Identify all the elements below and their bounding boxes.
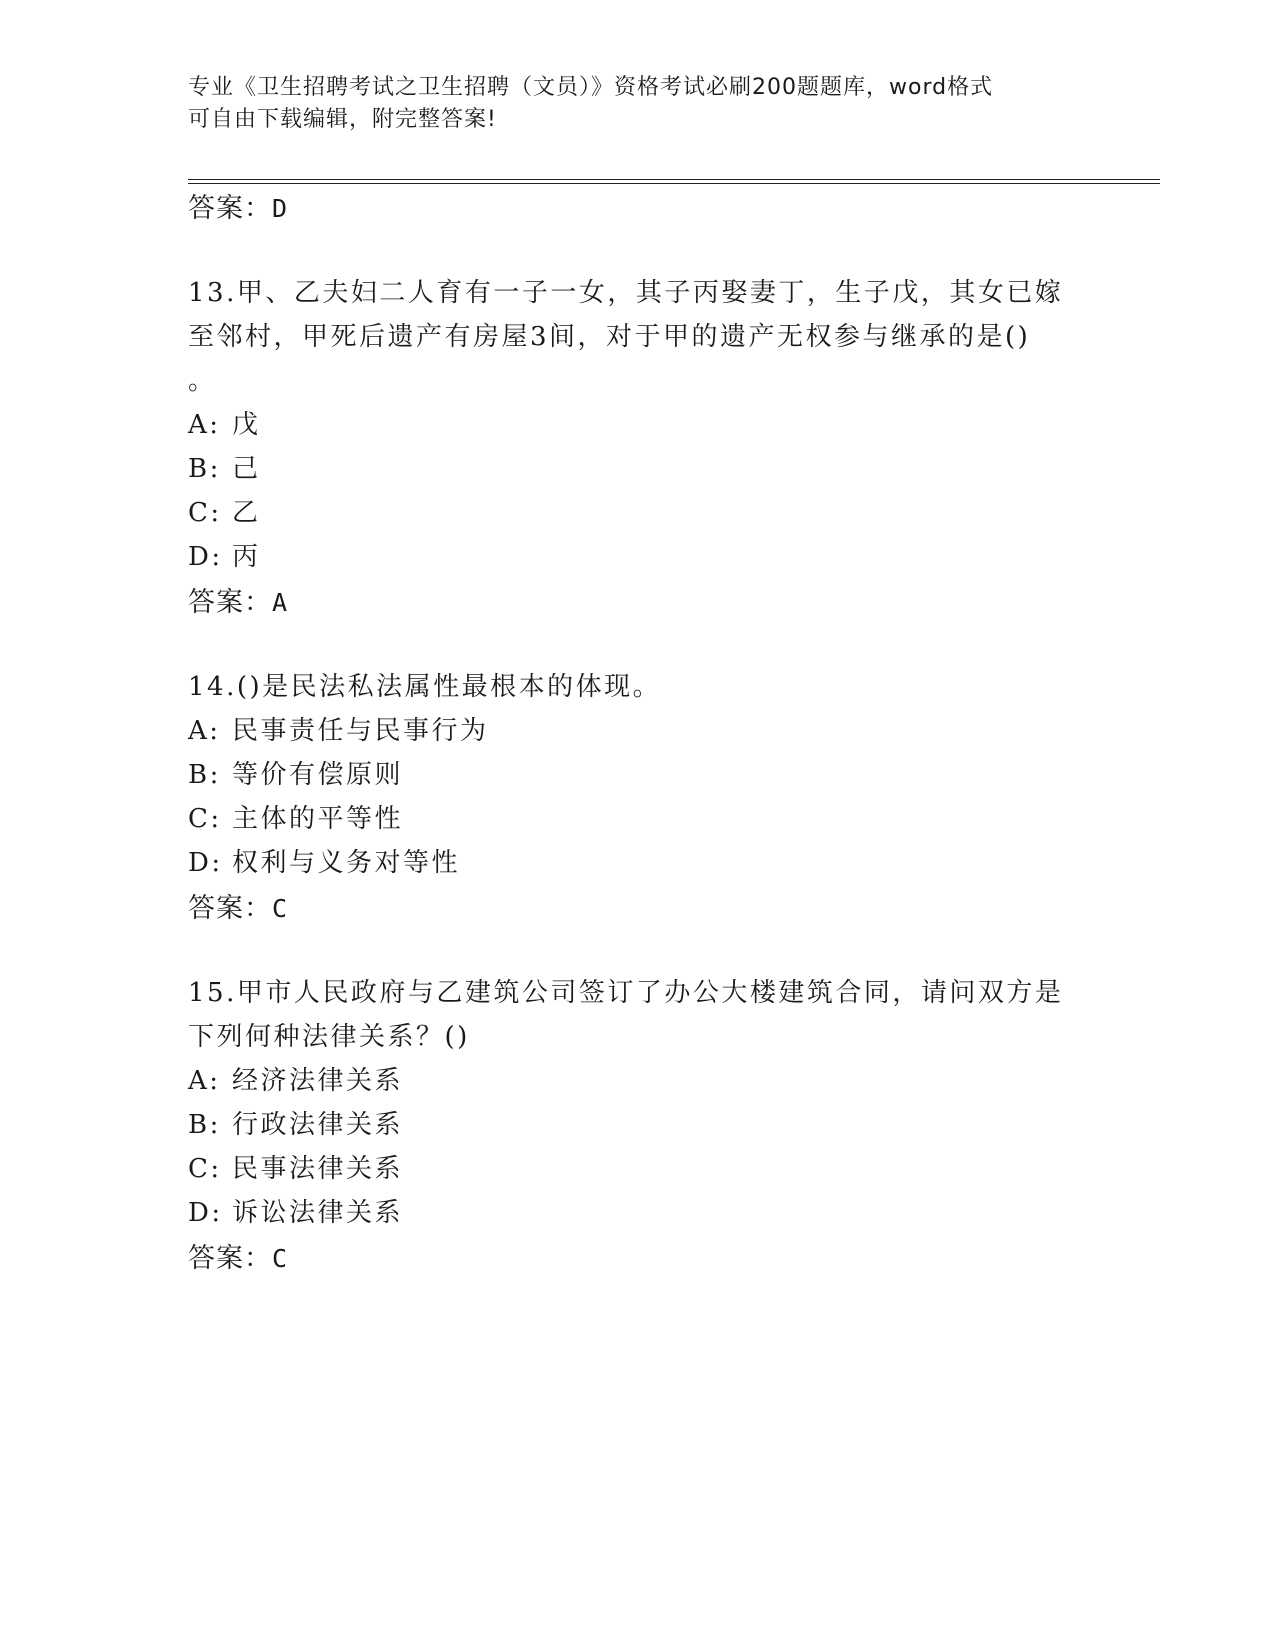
- question-15-option-a: [188, 1060, 403, 1097]
- question-15-option-b: [188, 1104, 403, 1141]
- header-divider-top: [188, 179, 1160, 180]
- option-text: 权利与义务对等性: [232, 848, 461, 878]
- answer-label: 答案：: [188, 1243, 272, 1274]
- answer-label: 答案：: [188, 587, 272, 618]
- question-13-line-1: 13.甲、乙夫妇二人育有一子一女，其子丙娶妻丁，生子戊，其女已嫁: [188, 278, 1064, 308]
- option-text: 民事法律关系: [232, 1154, 404, 1184]
- option-text: 行政法律关系: [232, 1110, 404, 1140]
- question-15-answer: [188, 1236, 288, 1275]
- header-line-1: 专业《卫生招聘考试之卫生招聘（文员）》资格考试必刷200题题库，word格式: [188, 75, 994, 100]
- option-text: 等价有偿原则: [232, 760, 404, 790]
- option-text: 己: [232, 454, 261, 484]
- option-letter: A:: [188, 1066, 221, 1096]
- option-text: 乙: [232, 498, 261, 528]
- answer-value: C: [272, 1244, 289, 1273]
- option-text: 丙: [232, 542, 261, 572]
- answer-label: 答案：: [188, 893, 272, 924]
- option-letter: B:: [188, 1110, 221, 1140]
- option-letter: A:: [188, 410, 221, 440]
- option-text: 诉讼法律关系: [232, 1198, 404, 1228]
- question-13-option-a: [188, 404, 261, 441]
- option-letter: C:: [188, 804, 222, 834]
- question-15-option-c: [188, 1148, 403, 1185]
- question-14-option-c: [188, 798, 403, 835]
- option-letter: D:: [188, 542, 223, 572]
- question-14-answer: [188, 886, 288, 925]
- option-letter: C:: [188, 1154, 222, 1184]
- question-13-option-b: [188, 448, 261, 485]
- header-line-2: 可自由下载编辑，附完整答案!: [188, 107, 497, 132]
- question-15-line-1: 15.甲市人民政府与乙建筑公司签订了办公大楼建筑合同，请问双方是: [188, 978, 1064, 1008]
- question-14-option-b: [188, 754, 403, 791]
- option-letter: D:: [188, 848, 223, 878]
- option-letter: C:: [188, 498, 222, 528]
- answer-value: A: [272, 588, 289, 617]
- option-letter: B:: [188, 454, 221, 484]
- option-letter: A:: [188, 716, 221, 746]
- question-14-line-1: 14.()是民法私法属性最根本的体现。: [188, 672, 662, 702]
- option-letter: D:: [188, 1198, 223, 1228]
- question-14-option-a: [188, 710, 489, 747]
- question-13-answer: [188, 580, 288, 619]
- question-13-option-c: [188, 492, 261, 529]
- option-text: 民事责任与民事行为: [232, 716, 489, 746]
- answer-value: C: [272, 894, 289, 923]
- question-13-option-d: [188, 536, 261, 573]
- option-letter: B:: [188, 760, 221, 790]
- option-text: 主体的平等性: [232, 804, 404, 834]
- question-14-option-d: [188, 842, 460, 879]
- question-13-line-3: 。: [188, 366, 217, 396]
- answer-label: 答案：: [188, 193, 272, 224]
- header-divider-bottom: [188, 183, 1160, 184]
- document-header: [188, 72, 1088, 136]
- question-15-line-2: 下列何种法律关系？(): [188, 1022, 470, 1052]
- prev-answer: [188, 186, 288, 225]
- option-text: 经济法律关系: [232, 1066, 404, 1096]
- question-13-line-2: 至邻村，甲死后遗产有房屋3间，对于甲的遗产无权参与继承的是(): [188, 322, 1031, 352]
- question-15-option-d: [188, 1192, 403, 1229]
- option-text: 戊: [232, 410, 261, 440]
- answer-value: D: [272, 194, 289, 223]
